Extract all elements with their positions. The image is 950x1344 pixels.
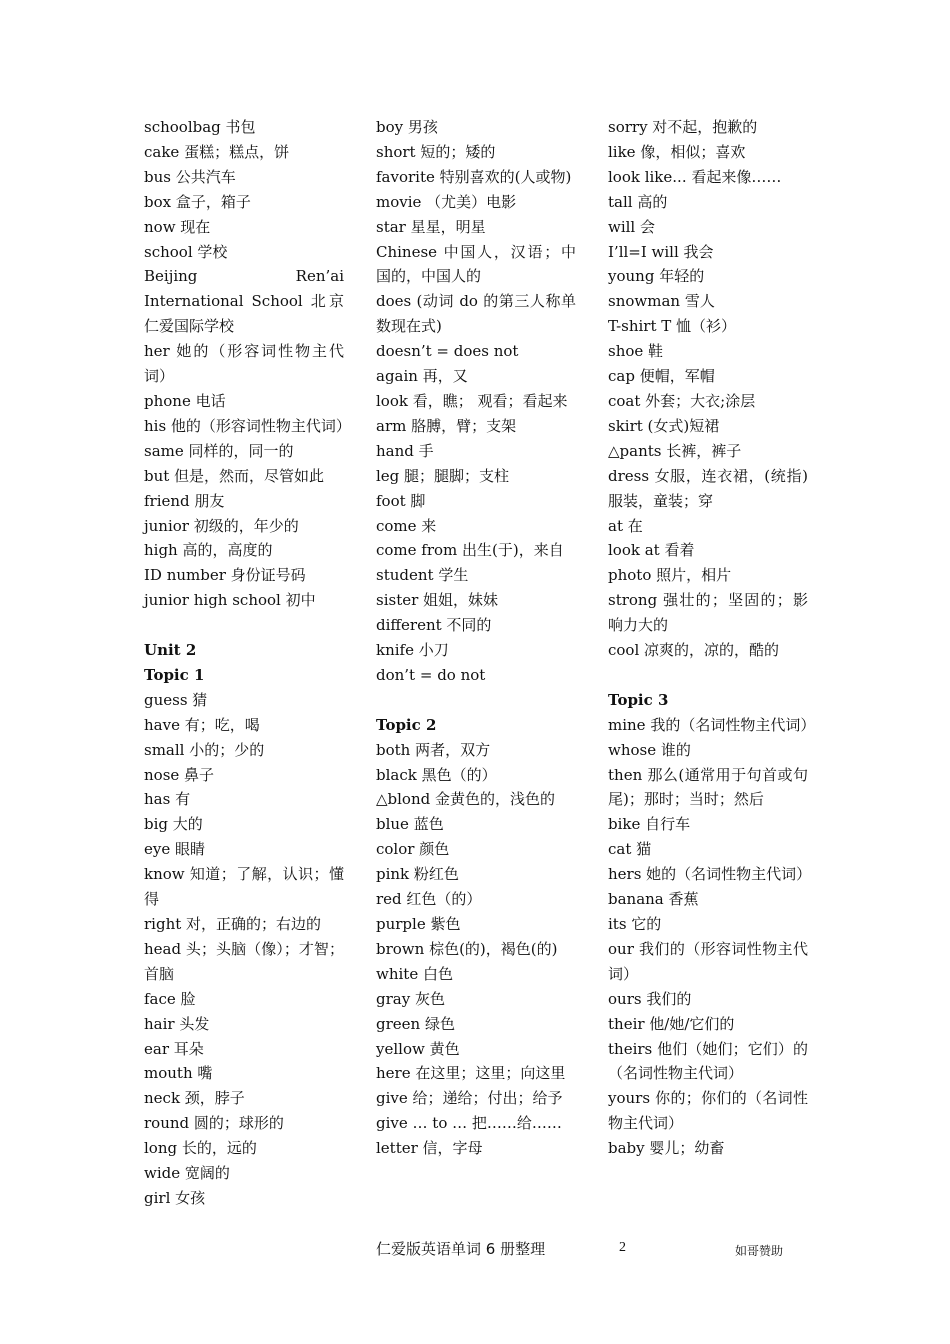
vocab-entry: arm 胳膊，臂；支架 — [376, 416, 517, 435]
vocab-entry: know 知道；了解，认识；懂得 — [144, 865, 344, 909]
vocab-entry: gray 灰色 — [376, 989, 445, 1008]
vocab-entry: bus 公共汽车 — [144, 167, 236, 186]
vocab-entry: purple 紫色 — [376, 914, 461, 933]
vocab-entry: cap 便帽，军帽 — [608, 367, 715, 386]
vocab-entry: sister 姐姐，妹妹 — [376, 591, 499, 610]
vocab-entry: her 她的（形容词性物主代词） — [144, 342, 344, 386]
vocab-entry: does (动词 do 的第三人称单数现在式) — [376, 292, 576, 336]
vocab-entry: junior 初级的，年少的 — [144, 516, 299, 535]
vocab-entry: ours 我们的 — [608, 989, 692, 1008]
vocab-entry: their 他/她/它们的 — [608, 1014, 735, 1033]
vocab-entry: schoolbag 书包 — [144, 118, 256, 136]
vocab-entry: △blond 金黄色的，浅色的 — [376, 790, 555, 809]
vocab-entry: foot 脚 — [376, 491, 426, 510]
vocab-entry: guess 猜 — [144, 690, 208, 709]
vocab-entry: our 我们的（形容词性物主代词） — [608, 939, 808, 983]
vocab-entry: ID number 身份证号码 — [144, 566, 306, 585]
vocab-entry: give … to … 把……给…… — [376, 1114, 562, 1133]
vocab-entry: whose 谁的 — [608, 740, 691, 759]
vocab-entry: sorry 对不起，抱歉的 — [608, 118, 758, 136]
vocab-entry: cool 凉爽的，凉的，酷的 — [608, 641, 780, 660]
vocab-entry: white 白色 — [376, 964, 453, 983]
vocab-entry: movie （尤美）电影 — [376, 192, 517, 211]
section-heading: Topic 1 — [144, 665, 205, 684]
vocab-entry: have 有；吃，喝 — [144, 715, 260, 734]
vocab-entry: young 年轻的 — [608, 267, 705, 286]
section-heading: Topic 3 — [608, 690, 669, 709]
vocab-entry: shoe 鞋 — [608, 342, 664, 361]
vocab-entry: both 两者，双方 — [376, 740, 491, 759]
vocab-entry: △pants 长裤，裤子 — [608, 441, 742, 460]
vocab-entry: nose 鼻子 — [144, 765, 215, 784]
vocab-entry: eye 眼睛 — [144, 840, 205, 859]
vocab-entry: star 星星，明星 — [376, 217, 486, 236]
vocab-entry: doesn’t = does not — [376, 342, 519, 361]
vocab-entry: come 来 — [376, 516, 437, 535]
vocab-entry: favorite 特别喜欢的(人或物) — [376, 167, 572, 186]
vocab-entry: his 他的（形容词性物主代词） — [144, 416, 351, 435]
vocab-entry: ear 耳朵 — [144, 1039, 204, 1058]
vocab-entry: at 在 — [608, 516, 643, 535]
vocab-entry: Chinese 中国人，汉语；中国的，中国人的 — [376, 242, 576, 286]
vocab-column-2 — [376, 115, 576, 1161]
vocab-entry: neck 颈，脖子 — [144, 1089, 245, 1108]
vocab-entry: high 高的，高度的 — [144, 541, 273, 560]
vocab-column-3 — [608, 115, 816, 1161]
vocab-entry: look like... 看起来像…… — [608, 167, 782, 186]
vocab-entry: yellow 黄色 — [376, 1039, 460, 1058]
vocab-entry: knife 小刀 — [376, 641, 449, 660]
vocab-entry: cat 猫 — [608, 840, 652, 859]
vocab-entry: don’t = do not — [376, 665, 486, 684]
vocab-entry: small 小的；少的 — [144, 740, 265, 759]
vocab-entry: round 圆的；球形的 — [144, 1114, 284, 1133]
vocab-entry: I’ll=I will 我会 — [608, 242, 714, 261]
vocab-entry: Beijing Ren’ai International School 北京仁爱国际学校 — [144, 267, 344, 336]
vocab-entry: long 长的，远的 — [144, 1139, 257, 1158]
vocab-entry: wide 宽阔的 — [144, 1164, 230, 1183]
vocab-entry: hair 头发 — [144, 1014, 210, 1033]
vocab-entry: black 黑色（的） — [376, 765, 497, 784]
vocab-entry: tall 高的 — [608, 192, 668, 211]
vocab-entry: strong 强壮的；坚固的；影响力大的 — [608, 591, 808, 635]
vocab-entry: leg 腿；腿脚；支柱 — [376, 466, 510, 485]
vocab-entry: green 绿色 — [376, 1014, 455, 1033]
vocab-entry: junior high school 初中 — [144, 591, 316, 610]
section-heading: Topic 2 — [376, 715, 437, 734]
vocab-entry: boy 男孩 — [376, 118, 438, 136]
vocab-entry: has 有 — [144, 790, 191, 809]
vocab-entry: come from 出生(于)，来自 — [376, 541, 564, 560]
vocab-entry: here 在这里；这里；向这里 — [376, 1064, 566, 1083]
vocab-entry: coat 外套；大衣;涂层 — [608, 391, 756, 410]
vocab-entry: again 再，又 — [376, 367, 468, 386]
spacer — [376, 688, 576, 713]
vocab-entry: snowman 雪人 — [608, 292, 715, 311]
vocab-entry: then 那么(通常用于句首或句尾)；那时；当时；然后 — [608, 765, 808, 809]
spacer — [608, 663, 808, 688]
footer-title: 仁爱版英语单词 6 册整理 — [376, 1240, 546, 1258]
vocab-entry: T-shirt T 恤（衫） — [608, 317, 737, 336]
vocab-entry: hand 手 — [376, 441, 434, 460]
vocab-entry: give 给；递给；付出；给予 — [376, 1089, 563, 1108]
vocab-entry: bike 自行车 — [608, 815, 691, 834]
vocab-entry: head 头；头脑（像）；才智；首脑 — [144, 939, 344, 983]
vocab-entry: yours 你的；你们的（名词性物主代词） — [608, 1089, 808, 1133]
vocab-column-1 — [144, 115, 351, 1211]
vocab-entry: skirt (女式)短裙 — [608, 416, 720, 435]
vocab-entry: now 现在 — [144, 217, 211, 236]
vocab-entry: banana 香蕉 — [608, 890, 699, 909]
vocab-entry: girl 女孩 — [144, 1188, 206, 1207]
vocab-entry: look at 看着 — [608, 541, 695, 560]
vocab-entry: face 脸 — [144, 989, 196, 1008]
spacer — [144, 613, 344, 638]
vocab-entry: look 看，瞧； 观看；看起来 — [376, 391, 568, 410]
vocab-entry: student 学生 — [376, 566, 469, 585]
vocab-entry: but 但是，然而，尽管如此 — [144, 466, 325, 485]
vocab-entry: mine 我的（名词性物主代词） — [608, 715, 816, 734]
vocab-entry: right 对，正确的；右边的 — [144, 914, 322, 933]
vocab-entry: cake 蛋糕；糕点，饼 — [144, 142, 290, 161]
vocab-entry: dress 女服，连衣裙，(统指) 服装，童装；穿 — [608, 466, 808, 510]
vocab-entry: same 同样的，同一的 — [144, 441, 294, 460]
vocab-entry: will 会 — [608, 217, 655, 236]
vocab-entry: red 红色（的） — [376, 890, 482, 909]
vocab-entry: phone 电话 — [144, 391, 226, 410]
footer-note: 如哥赞助 — [735, 1244, 784, 1258]
vocab-entry: its 它的 — [608, 914, 662, 933]
vocab-entry: baby 婴儿；幼畜 — [608, 1139, 725, 1158]
vocab-entry: like 像，相似；喜欢 — [608, 142, 746, 161]
vocab-entry: box 盒子，箱子 — [144, 192, 251, 211]
section-heading: Unit 2 — [144, 641, 197, 660]
vocab-entry: brown 棕色(的)，褐色(的) — [376, 939, 558, 958]
vocab-entry: letter 信，字母 — [376, 1139, 483, 1158]
vocab-entry: short 短的；矮的 — [376, 142, 496, 161]
vocab-entry: color 颜色 — [376, 840, 450, 859]
vocab-entry: hers 她的（名词性物主代词） — [608, 865, 812, 884]
vocab-entry: blue 蓝色 — [376, 815, 444, 834]
vocab-entry: pink 粉红色 — [376, 865, 459, 884]
vocab-entry: friend 朋友 — [144, 491, 225, 510]
vocab-entry: big 大的 — [144, 815, 203, 834]
vocab-entry: theirs 他们（她们；它们）的（名词性物主代词） — [608, 1039, 808, 1083]
vocab-entry: mouth 嘴 — [144, 1064, 213, 1083]
page-number: 2 — [619, 1240, 626, 1255]
vocab-entry: school 学校 — [144, 242, 228, 261]
vocab-entry: photo 照片，相片 — [608, 566, 732, 585]
vocab-entry: different 不同的 — [376, 616, 492, 635]
